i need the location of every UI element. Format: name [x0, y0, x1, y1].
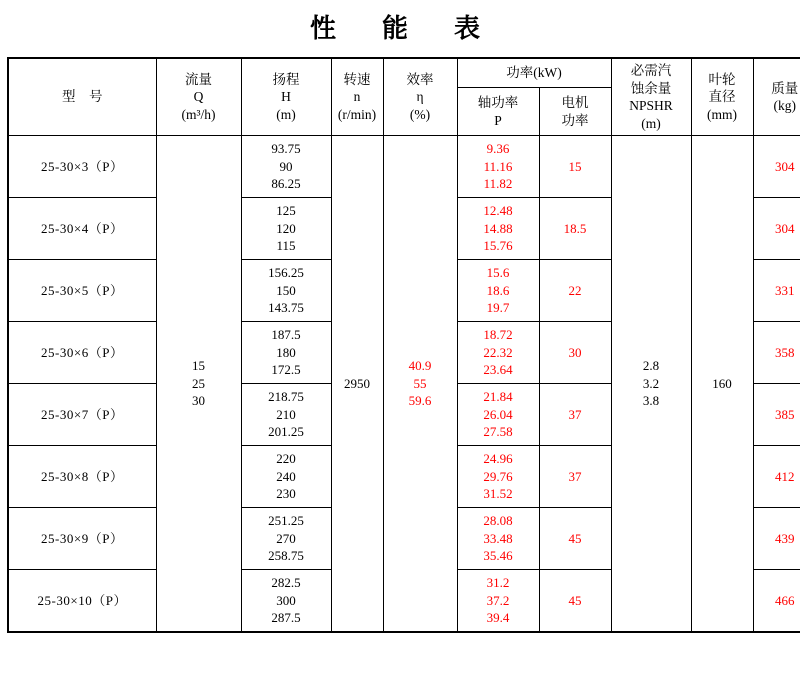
header-speed-name: 转速: [343, 71, 371, 87]
header-power-group: 功率(kW): [457, 58, 611, 87]
cell-model: 25-30×8（P）: [8, 446, 156, 508]
header-efficiency-symbol: η: [416, 89, 424, 105]
header-speed-unit: (r/min): [337, 106, 377, 122]
table-container: [0, 57, 800, 633]
cell-mass: 358: [753, 322, 800, 384]
cell-model: 25-30×3（P）: [8, 136, 156, 198]
header-head-name: 扬程: [272, 71, 300, 87]
cell-motor-power: 37: [539, 446, 611, 508]
cell-shaft-power: 21.84 26.04 27.58: [457, 384, 539, 446]
header-shaft-power-symbol: P: [494, 112, 502, 128]
header-flow-symbol: Q: [193, 89, 204, 105]
cell-mass: 304: [753, 136, 800, 198]
header-flow-name: 流量: [185, 71, 212, 87]
performance-table: [7, 57, 800, 633]
header-shaft-power-name: 轴功率: [477, 95, 519, 111]
cell-model: 25-30×9（P）: [8, 508, 156, 570]
header-flow: [156, 58, 241, 136]
cell-flow: 15 25 30: [156, 136, 241, 632]
cell-shaft-power: 9.36 11.16 11.82: [457, 136, 539, 198]
cell-shaft-power: 24.96 29.76 31.52: [457, 446, 539, 508]
cell-shaft-power: 15.6 18.6 19.7: [457, 260, 539, 322]
cell-head: 251.25 270 258.75: [241, 508, 331, 570]
header-mass: [753, 58, 800, 136]
header-speed-symbol: n: [353, 89, 361, 105]
cell-motor-power: 18.5: [539, 198, 611, 260]
header-efficiency-name: 效率: [406, 71, 434, 87]
header-motor-power-line1: 电机: [561, 95, 589, 111]
cell-motor-power: 15: [539, 136, 611, 198]
header-head: [241, 58, 331, 136]
header-model: 型 号: [8, 58, 156, 136]
cell-model: 25-30×7（P）: [8, 384, 156, 446]
cell-head: 187.5 180 172.5: [241, 322, 331, 384]
header-efficiency-unit: (%): [409, 106, 431, 122]
table-header: [8, 58, 800, 136]
table-row: [8, 136, 800, 198]
header-npshr: [611, 58, 691, 136]
cell-shaft-power: 31.2 37.2 39.4: [457, 570, 539, 632]
cell-speed: 2950: [331, 136, 383, 632]
cell-shaft-power: 28.08 33.48 35.46: [457, 508, 539, 570]
cell-mass: 331: [753, 260, 800, 322]
cell-mass: 412: [753, 446, 800, 508]
cell-mass: 466: [753, 570, 800, 632]
cell-motor-power: 30: [539, 322, 611, 384]
cell-head: 218.75 210 201.25: [241, 384, 331, 446]
header-speed: [331, 58, 383, 136]
cell-head: 93.75 90 86.25: [241, 136, 331, 198]
cell-model: 25-30×4（P）: [8, 198, 156, 260]
header-impeller-unit: (mm): [707, 106, 738, 122]
header-npshr-line3: NPSHR: [629, 98, 673, 114]
header-impeller-line2: 直径: [708, 89, 736, 105]
cell-motor-power: 45: [539, 508, 611, 570]
cell-motor-power: 22: [539, 260, 611, 322]
page-title: 性 能 表: [309, 14, 490, 43]
cell-head: 220 240 230: [241, 446, 331, 508]
header-flow-unit: (m³/h): [181, 106, 216, 122]
cell-head: 125 120 115: [241, 198, 331, 260]
cell-model: 25-30×5（P）: [8, 260, 156, 322]
cell-npshr: 2.8 3.2 3.8: [611, 136, 691, 632]
cell-motor-power: 37: [539, 384, 611, 446]
header-row-1: [8, 58, 800, 87]
cell-motor-power: 45: [539, 570, 611, 632]
cell-model: 25-30×6（P）: [8, 322, 156, 384]
header-mass-name: 质量: [771, 80, 799, 96]
cell-mass: 439: [753, 508, 800, 570]
cell-model: 25-30×10（P）: [8, 570, 156, 632]
header-motor-power-line2: 功率: [561, 112, 589, 128]
header-npshr-unit: (m): [641, 115, 661, 131]
cell-shaft-power: 12.48 14.88 15.76: [457, 198, 539, 260]
table-body: [8, 136, 800, 632]
header-npshr-line2: 蚀余量: [630, 80, 672, 96]
cell-efficiency: 40.9 55 59.6: [383, 136, 457, 632]
header-npshr-line1: 必需汽: [630, 63, 672, 78]
cell-head: 156.25 150 143.75: [241, 260, 331, 322]
header-impeller-line1: 叶轮: [708, 71, 736, 87]
header-efficiency: [383, 58, 457, 136]
cell-mass: 385: [753, 384, 800, 446]
header-motor-power: [539, 87, 611, 135]
header-head-unit: (m): [276, 106, 296, 122]
header-impeller-diameter: [691, 58, 753, 136]
header-mass-unit: (kg): [773, 98, 797, 114]
cell-head: 282.5 300 287.5: [241, 570, 331, 632]
cell-mass: 304: [753, 198, 800, 260]
cell-impeller-diameter: 160: [691, 136, 753, 632]
header-shaft-power: [457, 87, 539, 135]
header-head-symbol: H: [281, 89, 291, 105]
cell-shaft-power: 18.72 22.32 23.64: [457, 322, 539, 384]
